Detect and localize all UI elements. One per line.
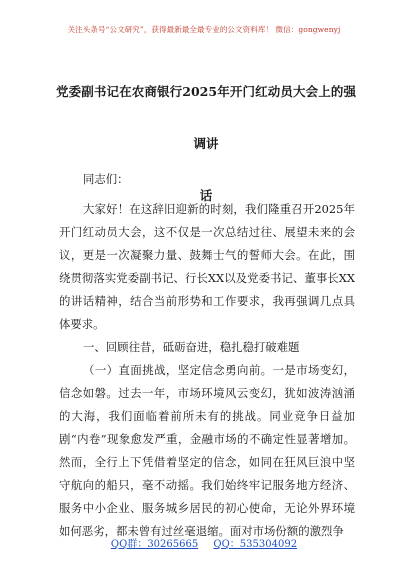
header-note: 关注头条号“公文研究”，获得最新最全最专业的公文资料库！ 微信：gongwenyj: [67, 25, 341, 34]
document-body: [59, 168, 355, 543]
document-title-line-2: 话: [199, 188, 213, 203]
paragraph-section-1-1: （一）直面挑战，坚定信念勇向前。一是市场变幻，信念如磐。过去一年，市场环境风云变幻，犹如波涛汹涌的大海，我们面临着前所未有的挑战。同业竞争日益加剧“内卷”现象愈发严重，金融市场的不确定性显著增加。然而，全行上下凭借着坚定的信念，如同在狂风巨浪中坚守航向的船只，毫不动摇。我们始终牢记服务地方经济、服务中小企业、服务城乡居民的初心使命，无论外界环境如何恶劣，都未曾有过丝毫退缩。面对市场份额的激烈争: [59, 363, 355, 538]
qq-contact-link[interactable]: QQ：535304092: [213, 539, 298, 550]
greeting: 同志们：: [83, 172, 129, 186]
document-title-line-1: 党委副书记在农商银行2025年开门红动员大会上的强调讲: [56, 84, 356, 151]
section-heading-1: 一、回顾往昔，砥砺奋进，稳扎稳打破难题: [83, 340, 300, 354]
qq-group-link[interactable]: QQ群：30265665: [110, 539, 199, 550]
footer-contact: [0, 535, 408, 550]
paragraph-opening: 大家好！在这辞旧迎新的时刻，我们隆重召开2025年开门红动员大会，这不仅是一次总结过往、展望未来的会议，更是一次凝聚力量、鼓舞士气的誓师大会。在此，围绕贯彻落实党委副书记、行长XX以及党委书记、董事长XX的讲话精神，结合当前形势和工作要求，我再强调几点具体要求。: [59, 202, 355, 331]
